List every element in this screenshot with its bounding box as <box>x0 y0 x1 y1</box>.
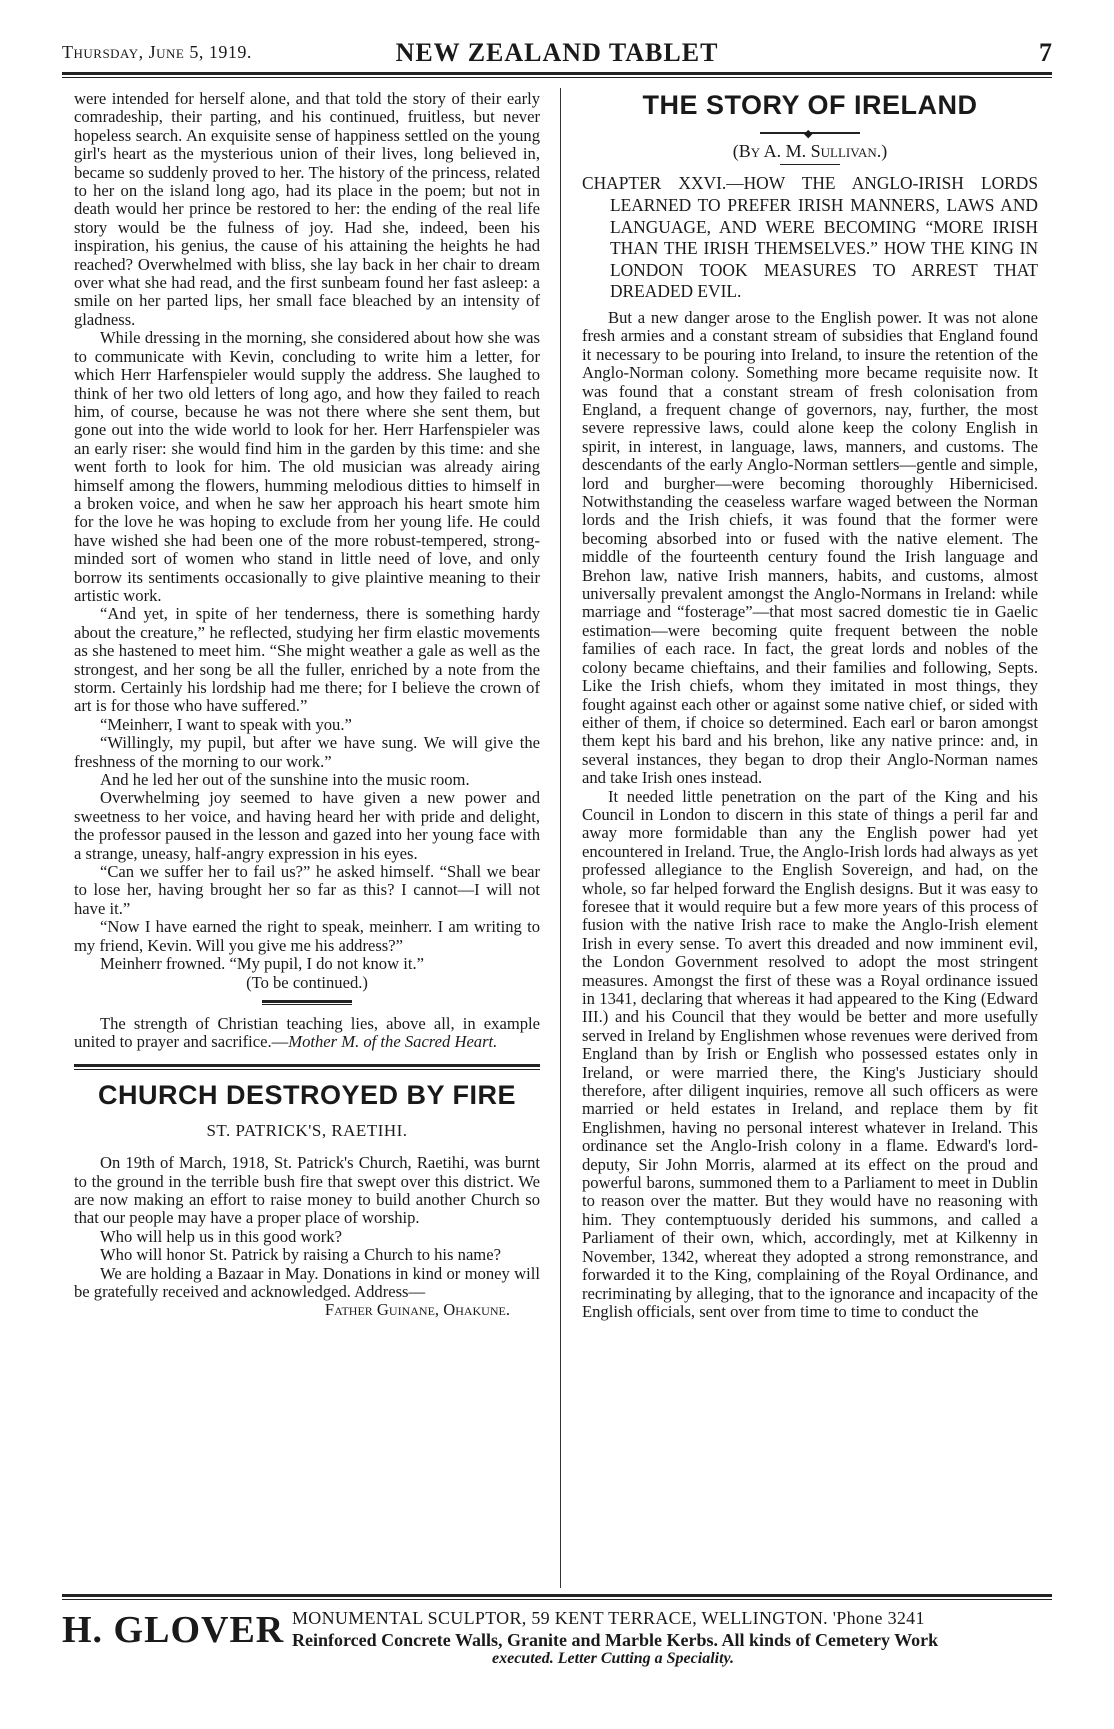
masthead-rule <box>62 72 1052 75</box>
column-divider <box>560 88 561 1588</box>
church-paragraph: Who will help us in this good work? <box>100 1226 342 1246</box>
byline: (By A. M. Sullivan.) <box>732 141 888 161</box>
story-paragraph: were intended for herself alone, and that told the story of their early comradeship, their parting, and his continued, fruitless, but never hopeless search. An exquisite sense of happiness settled on the young girl's heart as the mysterious union of their lives, long believed in, became so suddenly proved to her. The history of the princess, related to her on the island long ago, had its place in the poem; but not in death would her prince be restored to her: the ending of the real life story would be the fulness of joy. Had she, indeed, been his inspiration, his genius, the cause of his attaining the heights he had reached? Overwhelmed with bliss, she lay back in her chair to dream over what she had read, and the first sunbeam found her fast asleep: a smile on her parted lips, her small face bleached by an intensity of gladness. <box>74 89 540 329</box>
advertiser-name: H. GLOVER <box>62 1609 285 1651</box>
to-be-continued: (To be continued.) <box>246 972 368 992</box>
advertisement-line: Reinforced Concrete Walls, Granite and Marble Kerbs. All kinds of Cemetery Work <box>292 1630 939 1650</box>
story-headline: THE STORY OF IRELAND <box>642 90 978 120</box>
masthead <box>62 38 1052 68</box>
story-paragraph: “Now I have earned the right to speak, meinherr. I am writing to my friend, Kevin. Will you give me his address?” <box>74 917 540 955</box>
story-paragraph: “Meinherr, I want to speak with you.” <box>100 714 352 734</box>
church-headline: CHURCH DESTROYED BY FIRE <box>97 1079 517 1110</box>
story-paragraph: “Willingly, my pupil, but after we have sung. We will give the freshness of the morning to our work.” <box>74 733 540 771</box>
issue-date: Thursday, June 5, 1919. <box>62 42 252 62</box>
chapter-heading-text: CHAPTER XXVI.—HOW THE ANGLO-IRISH LORDS LEARNED TO PREFER IRISH MANNERS, LAWS AND LANGUAGE, AND WERE BECOMING “MORE IRISH THAN THE IRISH THEMSELVES.” HOW THE KING IN LONDON TOOK MEASURES TO ARREST THAT DREADED EVIL. <box>582 173 1038 302</box>
page-number: 7 <box>1039 38 1052 67</box>
advertisement-line: executed. Letter Cutting a Speciality. <box>492 1650 735 1667</box>
history-paragraph: But a new danger arose to the English power. It was not alone fresh armies and a constant stream of subsidies that England found it necessary to be pouring into Ireland, to insure the retention of the Anglo-Norman colony. Something more became requisite now. It was found that a constant stream of fresh colonisation from England, a frequent change of governors, nay, further, the most severe repressive laws, could alone keep the colony English in spirit, in interest, in language, laws, manners, and customs. The descendants of the early Anglo-Norman settlers—gentle and simple, lord and burgher—were becoming thoroughly Hibernicised. Notwithstanding the ceaseless warfare waged between the Norman lords and the Irish chiefs, it was found that the former were becoming absorbed into or fused with the native element. The middle of the fourteenth century found the Irish language and Brehon law, native Irish manners, habits, and customs, almost universally prevalent amongst the Anglo-Normans in Ireland: while marriage and “fosterage”—that most sacred domestic tie in Gaelic estimation—were becoming quite frequent between the noble families of each race. In fact, the great lords and nobles of the colony became chieftains, and their families and following, Septs. Like the Irish chiefs, whom they imitated in most things, they fought against each other or against some native chief, or sided with either of them, if choice so determined. Each earl or baron amongst them kept his bard and his brehon, like any native prince: and, in several instances, they began to drop their Anglo-Norman names and take Irish ones instead. <box>582 307 1038 788</box>
glover-advertisement <box>62 1604 1052 1667</box>
church-paragraph: Who will honor St. Patrick by raising a Church to his name? <box>100 1245 501 1265</box>
story-paragraph: Overwhelming joy seemed to have given a new power and sweetness to her voice, and having heard her with pride and delight, the professor paused in the lesson and gazed into her young face with a strange, uneasy, half-angry expression in his eyes. <box>74 788 540 863</box>
chapter-heading <box>582 173 1038 303</box>
story-paragraph: While dressing in the morning, she considered about how she was to communicate with Kevin, concluding to write him a letter, for which Herr Harfenspieler would supply the address. She laughed to think of her two old letters of long ago, and how they failed to reach him, of course, because he was not there where she sent them, but gone out into the wide world to look for her. Herr Harfenspieler was an early riser: she would find him in the garden by this time: and she went forth to look for him. The old musician was already airing himself among the flowers, humming melodious ditties to himself in a broken voice, and when he saw her approach his heart smote him for the love he was hoping to exclude from her young life. He could have wished she had been one of the more robust-tempered, strong-minded sort of women who stand in little need of love, and only borrow its sentiments occasionally to give plaintive meaning to their artistic work. <box>74 328 540 605</box>
history-paragraph: It needed little penetration on the part of the King and his Council in London to discern in this state of things a peril far and away more formidable than any the English power had yet encountered in Ireland. True, the Anglo-Irish lords had always as yet professed allegiance to the English Sovereign, and had, on the whole, so far helped forward the English designs. But it was easy to foresee that it would require but a few more years of this process of fusion with the native Irish race to make the Anglo-Irish element Irish in every sense. To avert this dreaded and now imminent evil, the London Government resolved to adopt the most stringent measures. Amongst the first of these was a Royal ordinance issued in 1341, declaring that whereas it had appeared to the King (Edward III.) and his Council that they would be better and more usefully served in Ireland by Englishmen whose revenues were derived from England than by Irish or English who possessed estates only in Ireland, or were married there, the King's Justiciary should therefore, after diligent inquiries, remove all such officers as were married or held estates in Ireland, and replace them by fit Englishmen, having no personal interest whatever in Ireland. This ordinance set the Anglo-Irish colony in a flame. Edward's lord-deputy, Sir John Morris, alarmed at its effect on the proud and powerful barons, summoned them to a Parliament to meet in Dublin to reason over the matter. But they would have no reasoning with him. They contemptuously derided his summons, and called a Parliament of their own, which, accordingly, met at Kilkenny in November, 1342, whereat they adopted a strong remonstrance, and forwarded it to the King, complaining of the Royal Ordinance, and recriminating by alleging, that to the ignorance and incapacity of the English officials, sent over from time to time to conduct the <box>582 786 1038 1321</box>
advertisement-line: MONUMENTAL SCULPTOR, 59 KENT TERRACE, WELLINGTON. 'Phone 3241 <box>292 1608 925 1628</box>
story-paragraph: Meinherr frowned. “My pupil, I do not know it.” <box>100 954 424 974</box>
right-column <box>582 90 1038 1321</box>
story-paragraph: “And yet, in spite of her tenderness, there is something hardy about the creature,” he reflected, studying her firm elastic movements as she hastened to meet him. “She might weather a gale as well as the strongest, and her song be all the fuller, enriched by a note from the storm. Certainly his lordship had me there; for I believe the crown of art is for those who have suffered.” <box>74 604 540 716</box>
section-double-rule <box>74 1064 540 1070</box>
byline-rule <box>780 164 840 165</box>
masthead-rule-thin <box>62 77 1052 78</box>
headline-ornament <box>760 132 860 134</box>
story-paragraph: And he led her out of the sunshine into the music room. <box>100 770 470 790</box>
quote-source: Mother M. of the Sacred Heart. <box>288 1032 498 1052</box>
newspaper-title: NEW ZEALAND TABLET <box>395 38 719 67</box>
left-column <box>74 90 540 1320</box>
story-paragraph: “Can we suffer her to fail us?” he asked himself. “Shall we bear to lose her, having brought her so far as this? I cannot—I will not have it.” <box>74 862 540 918</box>
footer-rule <box>62 1594 1052 1597</box>
church-signature: Father Guinane, Ohakune. <box>324 1300 510 1320</box>
church-paragraph: We are holding a Bazaar in May. Donations in kind or money will be gratefully received and acknowledged. Address— <box>74 1263 540 1301</box>
church-paragraph: On 19th of March, 1918, St. Patrick's Church, Raetihi, was burnt to the ground in the terrible bush fire that swept over this district. We are now making an effort to raise money to build another Church so that our people may have a proper place of worship. <box>74 1153 540 1228</box>
quote-paragraph <box>74 1015 540 1052</box>
footer-rule-thin <box>62 1599 1052 1600</box>
quote-text: The strength of Christian teaching lies, above all, in example united to prayer and sacrifice.— <box>74 1013 540 1052</box>
section-rule <box>262 1000 352 1005</box>
church-subhead: ST. PATRICK'S, RAETIHI. <box>206 1120 408 1140</box>
